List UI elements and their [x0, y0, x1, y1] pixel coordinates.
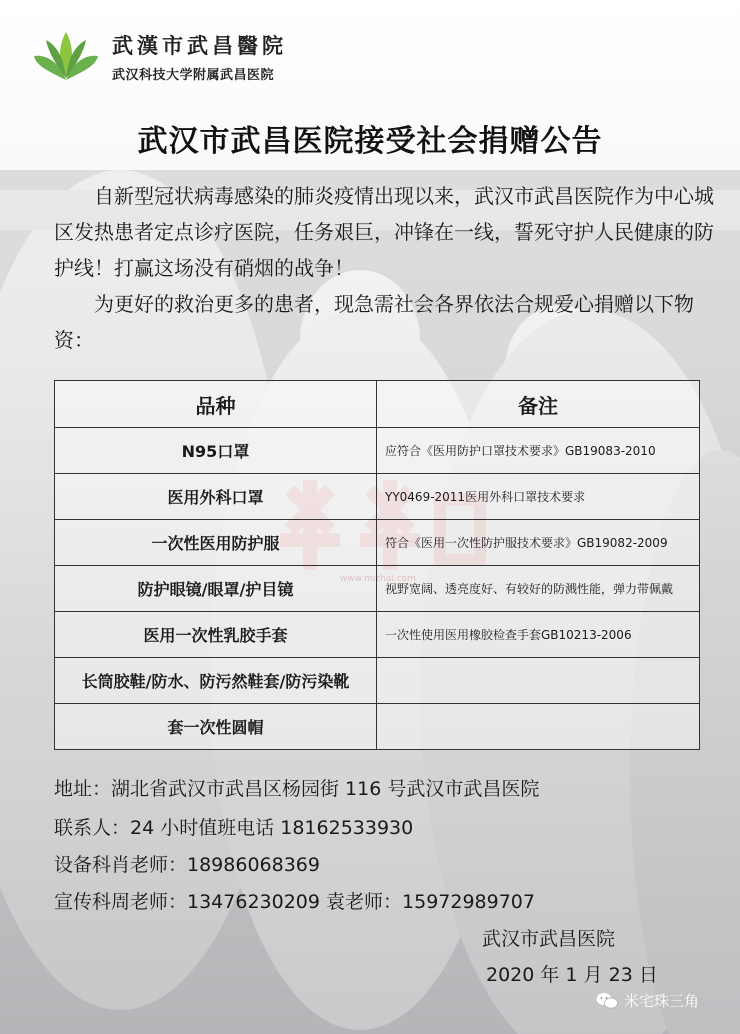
item-cell: 医用外科口罩	[55, 474, 377, 520]
item-cell: 防护眼镜/眼罩/护目镜	[55, 566, 377, 612]
request-paragraph: 为更好的救治更多的患者，现急需社会各界依法合规爱心捐赠以下物资：	[54, 292, 694, 352]
note-cell: 一次性使用医用橡胶检查手套GB10213-2006	[377, 612, 700, 658]
table-row	[55, 658, 700, 704]
hospital-name-art: 武漢市武昌醫院	[112, 32, 287, 58]
note-cell: YY0469-2011医用外科口罩技术要求	[377, 474, 700, 520]
table-row	[55, 612, 700, 658]
table-row	[55, 428, 700, 474]
note-cell	[377, 704, 700, 750]
wechat-icon	[596, 992, 618, 1010]
hospital-header	[30, 28, 287, 84]
address-line: 地址：湖北省武汉市武昌区杨园街 116 号武汉市武昌医院	[54, 778, 540, 800]
note-cell: 应符合《医用防护口罩技术要求》GB19083-2010	[377, 428, 700, 474]
note-cell	[377, 658, 700, 704]
item-cell: 套一次性圆帽	[55, 704, 377, 750]
hospital-name-university: 武汉科技大学附属武昌医院	[112, 67, 275, 83]
item-cell: 医用一次性乳胶手套	[55, 612, 377, 658]
item-cell: N95口罩	[55, 428, 377, 474]
equipment-contact-line: 设备科肖老师：18986068369	[54, 854, 320, 876]
page-title: 武汉市武昌医院接受社会捐赠公告	[137, 124, 603, 159]
watermark-url: www.mizhai.com	[340, 574, 416, 584]
note-cell: 视野宽阔、透亮度好、有较好的防溅性能，弹力带佩戴	[377, 566, 700, 612]
table-row	[55, 566, 700, 612]
note-cell: 符合《医用一次性防护服技术要求》GB19082-2009	[377, 520, 700, 566]
publicity-contact-line: 宣传科周老师：13476230209 袁老师：15972989707	[54, 891, 535, 913]
table-header-item: 品种	[55, 381, 377, 428]
duty-phone-line: 联系人：24 小时值班电话 18162533930	[54, 817, 414, 839]
table-header-note: 备注	[377, 381, 700, 428]
table-row	[55, 704, 700, 750]
signature-date: 2020 年 1 月 23 日	[486, 964, 658, 986]
account-name: 米宅珠三角	[624, 992, 700, 1010]
table-row	[55, 474, 700, 520]
donation-table	[54, 380, 700, 750]
item-cell: 一次性医用防护服	[55, 520, 377, 566]
signature-org: 武汉市武昌医院	[482, 928, 616, 950]
table-row	[55, 520, 700, 566]
item-cell: 长筒胶鞋/防水、防污然鞋套/防污染靴	[55, 658, 377, 704]
hospital-leaf-logo	[30, 28, 102, 84]
intro-paragraph: 自新型冠状病毒感染的肺炎疫情出现以来，武汉市武昌医院作为中心城区发热患者定点诊疗医院，任务艰巨，冲锋在一线，誓死守护人民健康的防护线！打赢这场没有硝烟的战争！	[54, 184, 714, 280]
account-brand	[596, 990, 699, 1011]
